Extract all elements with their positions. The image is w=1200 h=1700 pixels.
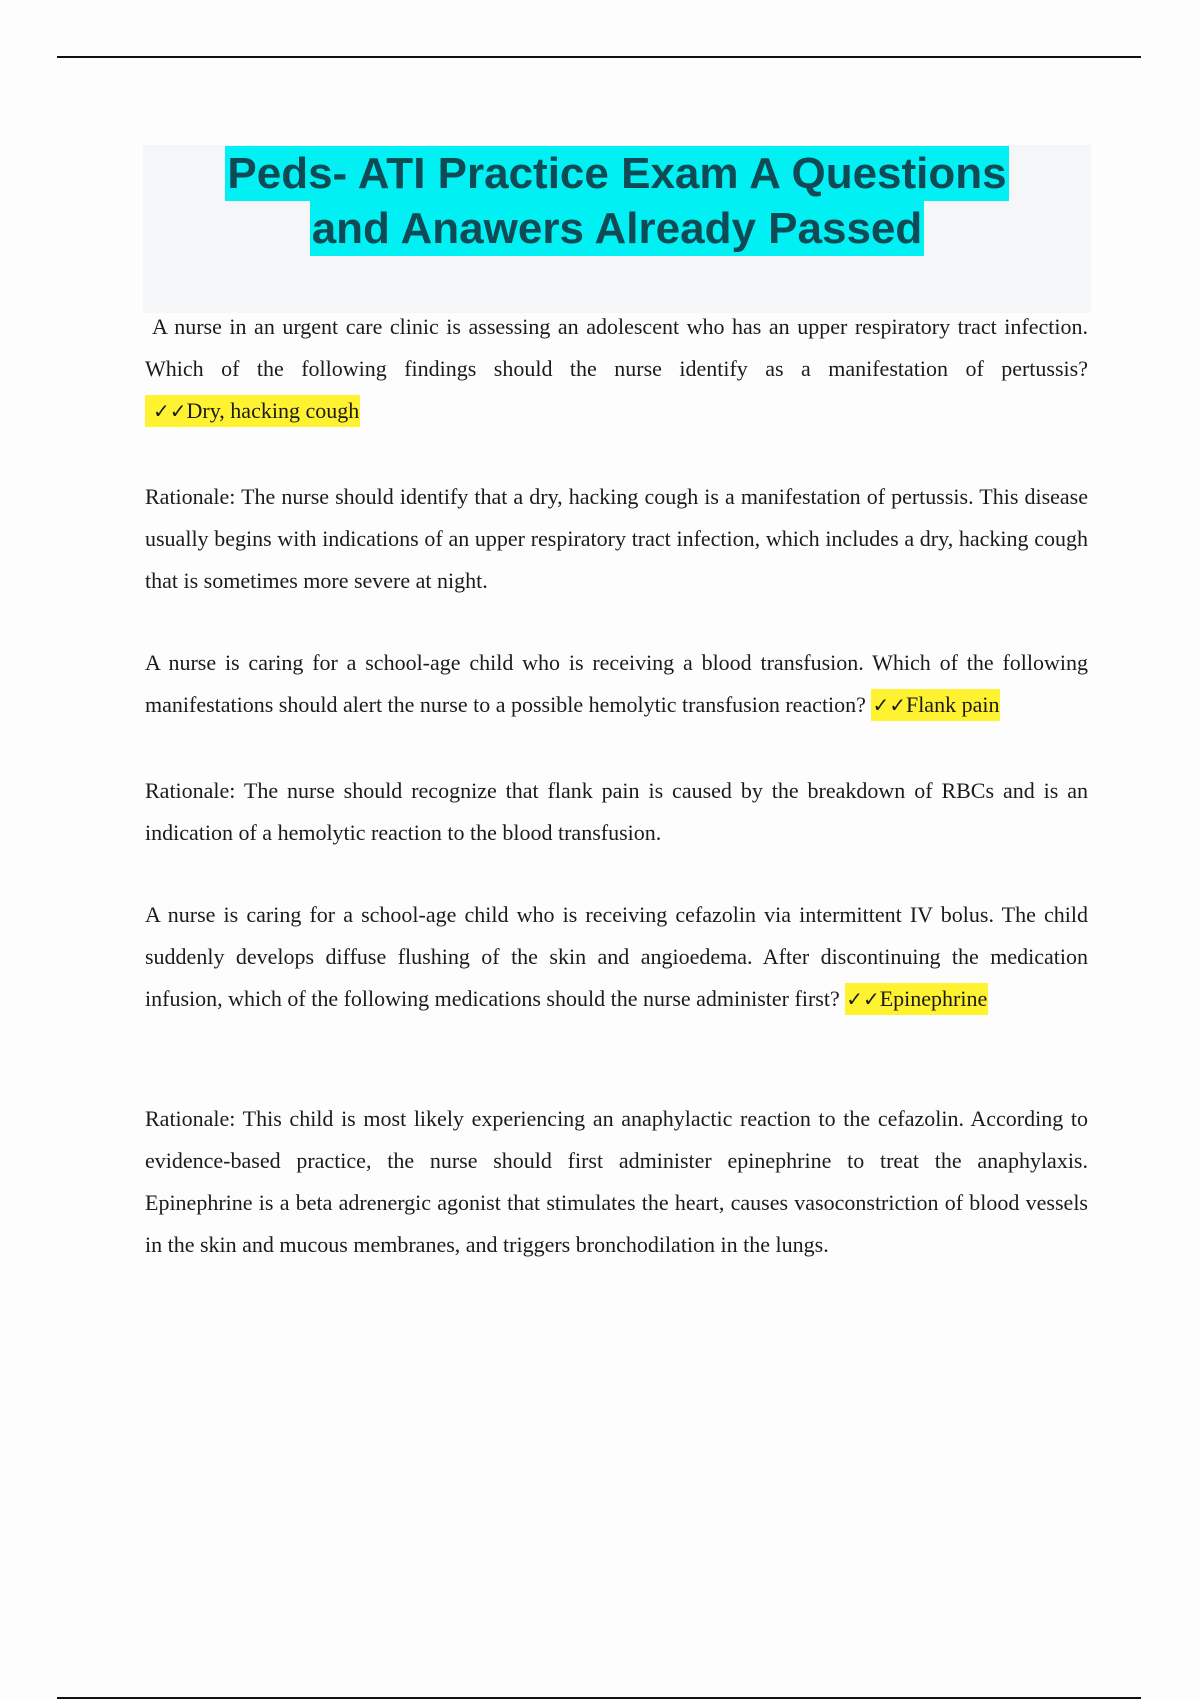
check-mark-icon: ✓✓ bbox=[872, 693, 906, 717]
answer-highlight bbox=[145, 395, 360, 427]
title-panel bbox=[143, 145, 1091, 313]
rationale-1: Rationale: The nurse should identify that a dry, hacking cough is a manifestation of pertussis. This disease usually begins with indications of an upper respiratory tract infection, which includes a dry, hacking cough that is sometimes more severe at night. bbox=[145, 484, 1088, 593]
question-text: A nurse is caring for a school-age child who is receiving cefazolin via intermittent IV bolus. The child suddenly develops diffuse flushing of the skin and angioedema. After discontinuing the medication infusion, which of the following medications should the nurse administer first? bbox=[145, 902, 1088, 1011]
rationale-3: Rationale: This child is most likely experiencing an anaphylactic reaction to the cefazolin. According to evidence-based practice, the nurse should first administer epinephrine to treat the anaphylaxis. Epinephrine is a beta adrenergic agonist that stimulates the heart, causes vasoconstriction of blood vessels in the skin and mucous membranes, and triggers bronchodilation in the lungs. bbox=[145, 1106, 1088, 1257]
answer-highlight bbox=[871, 689, 1000, 721]
check-mark-icon: ✓✓ bbox=[846, 987, 880, 1011]
top-rule bbox=[57, 56, 1141, 58]
question-2 bbox=[145, 642, 1088, 726]
bottom-rule bbox=[57, 1697, 1141, 1699]
question-text: A nurse in an urgent care clinic is assessing an adolescent who has an upper respiratory tract infection. Which of the following findings should the nurse identify as a manifestation of pertussis? bbox=[145, 314, 1088, 381]
answer-text: Epinephrine bbox=[879, 986, 988, 1011]
rationale-2: Rationale: The nurse should recognize that flank pain is caused by the breakdown of RBCs and is an indication of a hemolytic reaction to the blood transfusion. bbox=[145, 778, 1088, 845]
title-line-2: and Anawers Already Passed bbox=[310, 201, 925, 256]
answer-highlight bbox=[845, 983, 988, 1015]
question-text: A nurse is caring for a school-age child who is receiving a blood transfusion. Which of the following manifestations should alert the nurse to a possible hemolytic transfusion reaction? bbox=[145, 650, 1088, 717]
document-body bbox=[145, 306, 1088, 1266]
question-3 bbox=[145, 894, 1088, 1020]
answer-text: Flank pain bbox=[905, 692, 1000, 717]
answer-text: Dry, hacking cough bbox=[186, 398, 360, 423]
question-1 bbox=[145, 306, 1088, 432]
check-mark-icon: ✓✓ bbox=[153, 399, 187, 423]
page-title bbox=[143, 145, 1091, 256]
title-line-1: Peds- ATI Practice Exam A Questions bbox=[225, 146, 1008, 201]
